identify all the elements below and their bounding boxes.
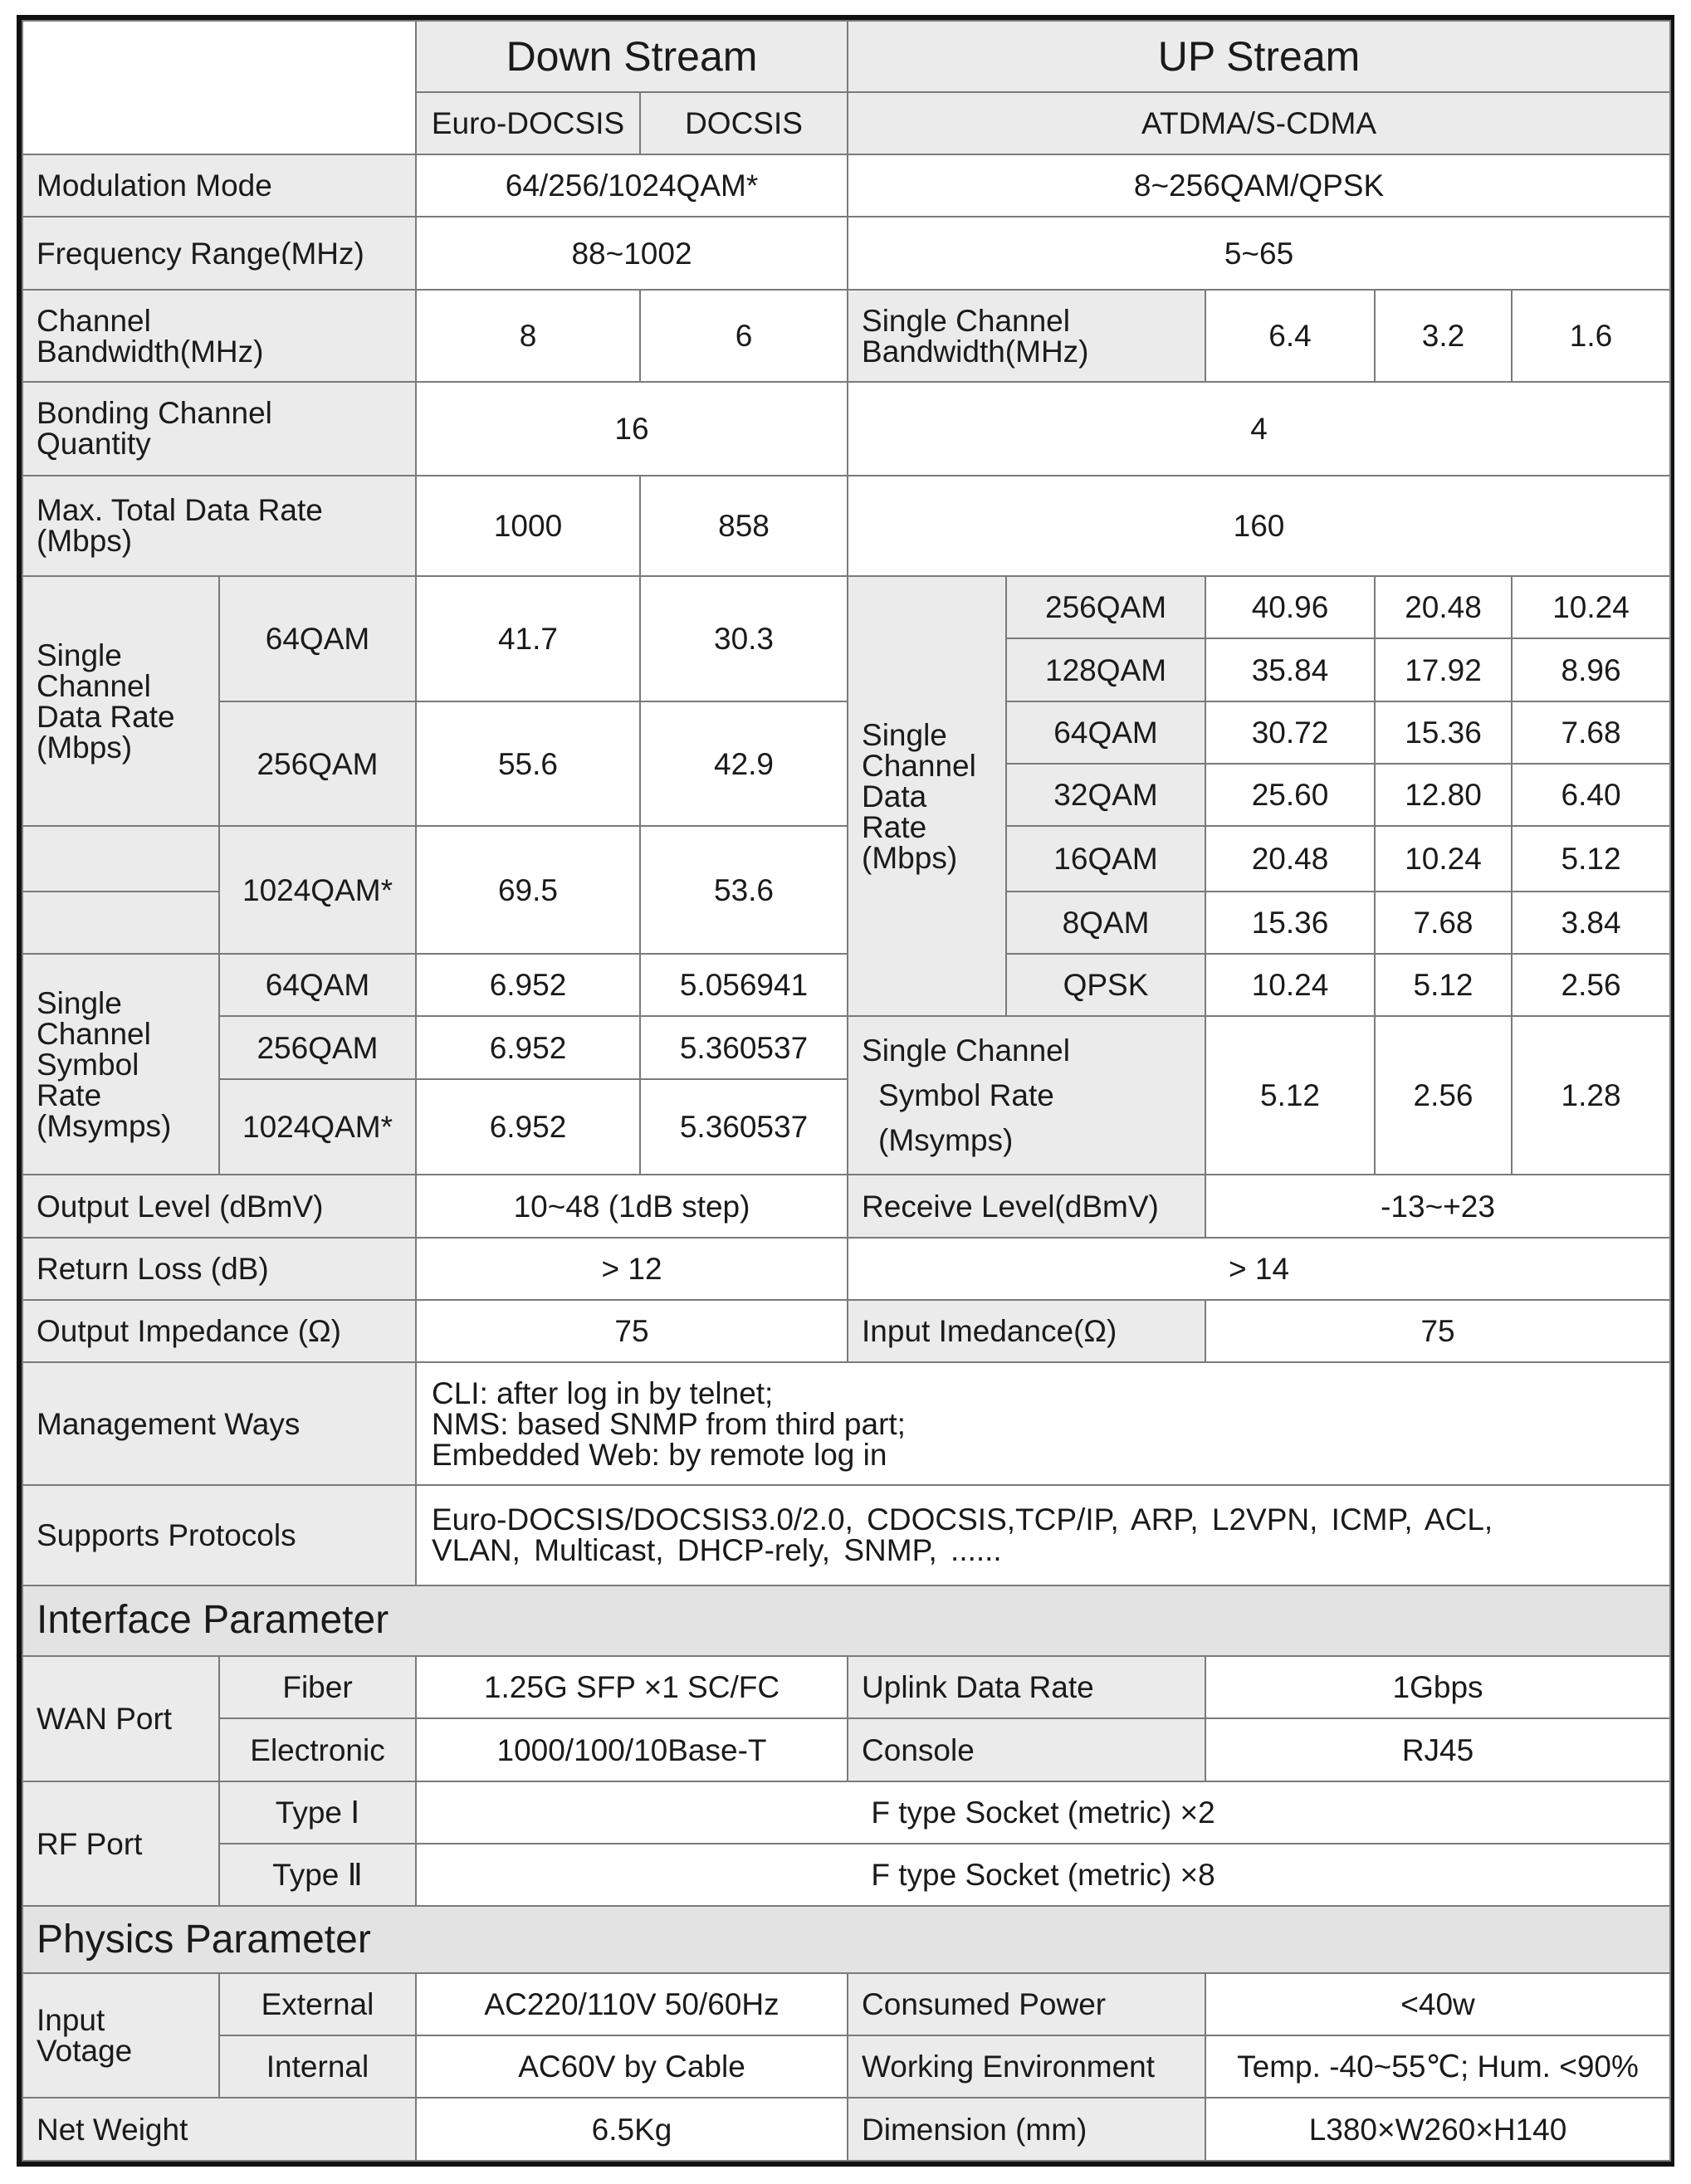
down-symbol-rate-label-line1: Single [37, 985, 122, 1020]
max-rate-label-line1: Max. Total Data Rate [37, 493, 323, 528]
up-rate-a: 20.48 [1205, 826, 1375, 891]
bonding-down: 16 [416, 382, 848, 476]
physics-section-title: Physics Parameter [22, 1906, 1670, 1972]
up-bandwidth-2: 3.2 [1375, 290, 1512, 382]
up-rate-mod: 32QAM [1006, 764, 1205, 826]
down-symbol-mod: 64QAM [219, 954, 416, 1016]
up-rate-a: 15.36 [1205, 892, 1375, 954]
bonding-label-line2: Quantity [37, 427, 151, 462]
fiber-value: 1.25G SFP ×1 SC/FC [416, 1656, 848, 1718]
up-rate-c: 10.24 [1512, 576, 1670, 638]
down-symbol-rate-label-line2: Channel [37, 1016, 151, 1051]
electronic-label: Electronic [219, 1718, 416, 1781]
up-rate-a: 35.84 [1205, 638, 1375, 701]
down-data-rate-label-cont [22, 892, 219, 954]
up-symbol-a: 5.12 [1205, 1016, 1375, 1175]
net-weight-value: 6.5Kg [416, 2098, 848, 2161]
console-value: RJ45 [1205, 1718, 1670, 1781]
uplink-value: 1Gbps [1205, 1656, 1670, 1718]
up-bandwidth-label-line2: Bandwidth(MHz) [862, 334, 1089, 369]
down-data-rate-label-line4: (Mbps) [37, 730, 133, 765]
down-symbol-mod: 256QAM [219, 1016, 416, 1078]
down-rate-mod: 256QAM [219, 701, 416, 827]
max-rate-euro: 1000 [416, 476, 640, 577]
protocols-label: Supports Protocols [22, 1485, 416, 1585]
down-symbol-euro: 6.952 [416, 1079, 640, 1175]
down-symbol-docsis: 5.360537 [640, 1079, 848, 1175]
up-rate-mod: 128QAM [1006, 638, 1205, 701]
down-data-rate-label [22, 576, 219, 826]
fiber-label: Fiber [219, 1656, 416, 1718]
up-rate-c: 2.56 [1512, 954, 1670, 1016]
upstream-header: UP Stream [848, 21, 1670, 92]
down-rate-mod: 64QAM [219, 576, 416, 701]
max-rate-up: 160 [848, 476, 1670, 577]
down-rate-euro: 69.5 [416, 826, 640, 954]
output-level-label: Output Level (dBmV) [22, 1175, 416, 1237]
up-rate-b: 7.68 [1375, 892, 1512, 954]
receive-level-up: -13~+23 [1205, 1175, 1670, 1237]
internal-label: Internal [219, 2035, 416, 2098]
up-rate-b: 5.12 [1375, 954, 1512, 1016]
down-symbol-rate-label-line3: Symbol [37, 1047, 139, 1082]
output-impedance-down: 75 [416, 1300, 848, 1362]
down-symbol-rate-label-line5: (Msymps) [37, 1108, 172, 1143]
down-rate-docsis: 42.9 [640, 701, 848, 827]
up-bandwidth-label-line1: Single Channel [862, 303, 1070, 338]
bandwidth-docsis: 6 [640, 290, 848, 382]
down-symbol-euro: 6.952 [416, 954, 640, 1016]
bandwidth-label-line1: Channel [37, 303, 151, 338]
up-data-rate-label-line5: (Mbps) [862, 840, 958, 875]
up-rate-a: 10.24 [1205, 954, 1375, 1016]
input-voltage-label [22, 1973, 219, 2098]
working-environment-value: Temp. -40~55℃; Hum. <90% [1205, 2035, 1670, 2098]
bonding-label-line1: Bonding Channel [37, 396, 272, 431]
external-label: External [219, 1973, 416, 2035]
up-rate-c: 7.68 [1512, 701, 1670, 764]
down-data-rate-label-line3: Data Rate [37, 699, 175, 734]
upstream-standard-header: ATDMA/S-CDMA [848, 92, 1670, 154]
return-loss-label: Return Loss (dB) [22, 1238, 416, 1300]
rf-type1-label: Type Ⅰ [219, 1781, 416, 1844]
electronic-value: 1000/100/10Base-T [416, 1718, 848, 1781]
spec-table [22, 20, 1671, 2162]
up-rate-b: 10.24 [1375, 826, 1512, 891]
rf-port-label: RF Port [22, 1781, 219, 1907]
up-symbol-rate-label-line3: (Msymps) [878, 1122, 1014, 1157]
up-data-rate-label-line3: Data [862, 779, 927, 814]
up-rate-c: 6.40 [1512, 764, 1670, 826]
down-rate-euro: 55.6 [416, 701, 640, 827]
up-rate-b: 17.92 [1375, 638, 1512, 701]
down-rate-docsis: 30.3 [640, 576, 848, 701]
console-label: Console [848, 1718, 1205, 1781]
corner-cell [22, 21, 416, 154]
up-rate-b: 20.48 [1375, 576, 1512, 638]
max-rate-label-line2: (Mbps) [37, 524, 133, 559]
up-rate-b: 12.80 [1375, 764, 1512, 826]
management-line3: Embedded Web: by remote log in [432, 1437, 887, 1472]
uplink-label: Uplink Data Rate [848, 1656, 1205, 1718]
down-symbol-rate-label-line4: Rate [37, 1077, 102, 1112]
interface-section-title: Interface Parameter [22, 1585, 1670, 1656]
up-rate-mod: QPSK [1006, 954, 1205, 1016]
downstream-header: Down Stream [416, 21, 848, 92]
up-data-rate-label-line4: Rate [862, 809, 927, 844]
input-impedance-up: 75 [1205, 1300, 1670, 1362]
bonding-label [22, 382, 416, 476]
rf-type2-label: Type Ⅱ [219, 1844, 416, 1906]
modulation-up: 8~256QAM/QPSK [848, 154, 1670, 217]
rf-type2-value: F type Socket (metric) ×8 [416, 1844, 1670, 1906]
down-symbol-mod: 1024QAM* [219, 1079, 416, 1175]
up-symbol-rate-label [848, 1016, 1205, 1175]
down-data-rate-label-cont [22, 826, 219, 891]
bonding-up: 4 [848, 382, 1670, 476]
up-rate-c: 3.84 [1512, 892, 1670, 954]
modulation-down: 64/256/1024QAM* [416, 154, 848, 217]
down-symbol-docsis: 5.056941 [640, 954, 848, 1016]
down-symbol-docsis: 5.360537 [640, 1016, 848, 1078]
input-voltage-label-line1: Input [37, 2003, 105, 2038]
management-label: Management Ways [22, 1362, 416, 1485]
down-data-rate-label-line1: Single [37, 638, 122, 672]
consumed-power-value: <40w [1205, 1973, 1670, 2035]
up-symbol-rate-label-line1: Single Channel [862, 1033, 1070, 1068]
net-weight-label: Net Weight [22, 2098, 416, 2161]
frequency-label: Frequency Range(MHz) [22, 217, 416, 290]
up-rate-b: 15.36 [1375, 701, 1512, 764]
max-rate-docsis: 858 [640, 476, 848, 577]
up-symbol-rate-label-line2: Symbol Rate [878, 1078, 1054, 1113]
up-bandwidth-3: 1.6 [1512, 290, 1670, 382]
management-line1: CLI: after log in by telnet; [432, 1375, 774, 1410]
up-rate-a: 40.96 [1205, 576, 1375, 638]
rf-type1-value: F type Socket (metric) ×2 [416, 1781, 1670, 1844]
bandwidth-label [22, 290, 416, 382]
max-rate-label [22, 476, 416, 577]
modulation-label: Modulation Mode [22, 154, 416, 217]
output-impedance-label: Output Impedance (Ω) [22, 1300, 416, 1362]
up-bandwidth-label [848, 290, 1205, 382]
up-data-rate-label-line1: Single [862, 717, 947, 752]
return-loss-down: > 12 [416, 1238, 848, 1300]
bandwidth-euro: 8 [416, 290, 640, 382]
euro-docsis-header: Euro-DOCSIS [416, 92, 640, 154]
spec-sheet [17, 15, 1674, 2167]
output-level-down: 10~48 (1dB step) [416, 1175, 848, 1237]
management-line2: NMS: based SNMP from third part; [432, 1406, 906, 1441]
dimension-value: L380×W260×H140 [1205, 2098, 1670, 2161]
working-environment-label: Working Environment [848, 2035, 1205, 2098]
down-rate-mod: 1024QAM* [219, 826, 416, 954]
consumed-power-label: Consumed Power [848, 1973, 1205, 2035]
frequency-down: 88~1002 [416, 217, 848, 290]
frequency-up: 5~65 [848, 217, 1670, 290]
input-impedance-label: Input Imedance(Ω) [848, 1300, 1205, 1362]
down-data-rate-label-line2: Channel [37, 668, 151, 703]
up-data-rate-label [848, 576, 1006, 1016]
up-rate-c: 8.96 [1512, 638, 1670, 701]
bandwidth-label-line2: Bandwidth(MHz) [37, 334, 264, 369]
down-symbol-euro: 6.952 [416, 1016, 640, 1078]
up-rate-a: 30.72 [1205, 701, 1375, 764]
management-ways [416, 1362, 1670, 1485]
protocols-line1: Euro-DOCSIS/DOCSIS3.0/2.0, CDOCSIS,TCP/IP, ARP, L2VPN, ICMP, ACL, [432, 1502, 1493, 1537]
up-data-rate-label-line2: Channel [862, 748, 976, 783]
input-voltage-label-line2: Votage [37, 2034, 133, 2069]
down-rate-docsis: 53.6 [640, 826, 848, 954]
up-rate-mod: 64QAM [1006, 701, 1205, 764]
up-rate-mod: 8QAM [1006, 892, 1205, 954]
external-value: AC220/110V 50/60Hz [416, 1973, 848, 2035]
protocols-line2: VLAN, Multicast, DHCP-rely, SNMP, ...... [432, 1533, 1002, 1568]
down-symbol-rate-label [22, 954, 219, 1175]
up-bandwidth-1: 6.4 [1205, 290, 1375, 382]
internal-value: AC60V by Cable [416, 2035, 848, 2098]
up-symbol-b: 2.56 [1375, 1016, 1512, 1175]
up-rate-a: 25.60 [1205, 764, 1375, 826]
down-rate-euro: 41.7 [416, 576, 640, 701]
receive-level-label: Receive Level(dBmV) [848, 1175, 1205, 1237]
docsis-header: DOCSIS [640, 92, 848, 154]
wan-port-label: WAN Port [22, 1656, 219, 1781]
up-symbol-c: 1.28 [1512, 1016, 1670, 1175]
return-loss-up: > 14 [848, 1238, 1670, 1300]
up-rate-c: 5.12 [1512, 826, 1670, 891]
up-rate-mod: 16QAM [1006, 826, 1205, 891]
protocols-value [416, 1485, 1670, 1585]
dimension-label: Dimension (mm) [848, 2098, 1205, 2161]
up-rate-mod: 256QAM [1006, 576, 1205, 638]
